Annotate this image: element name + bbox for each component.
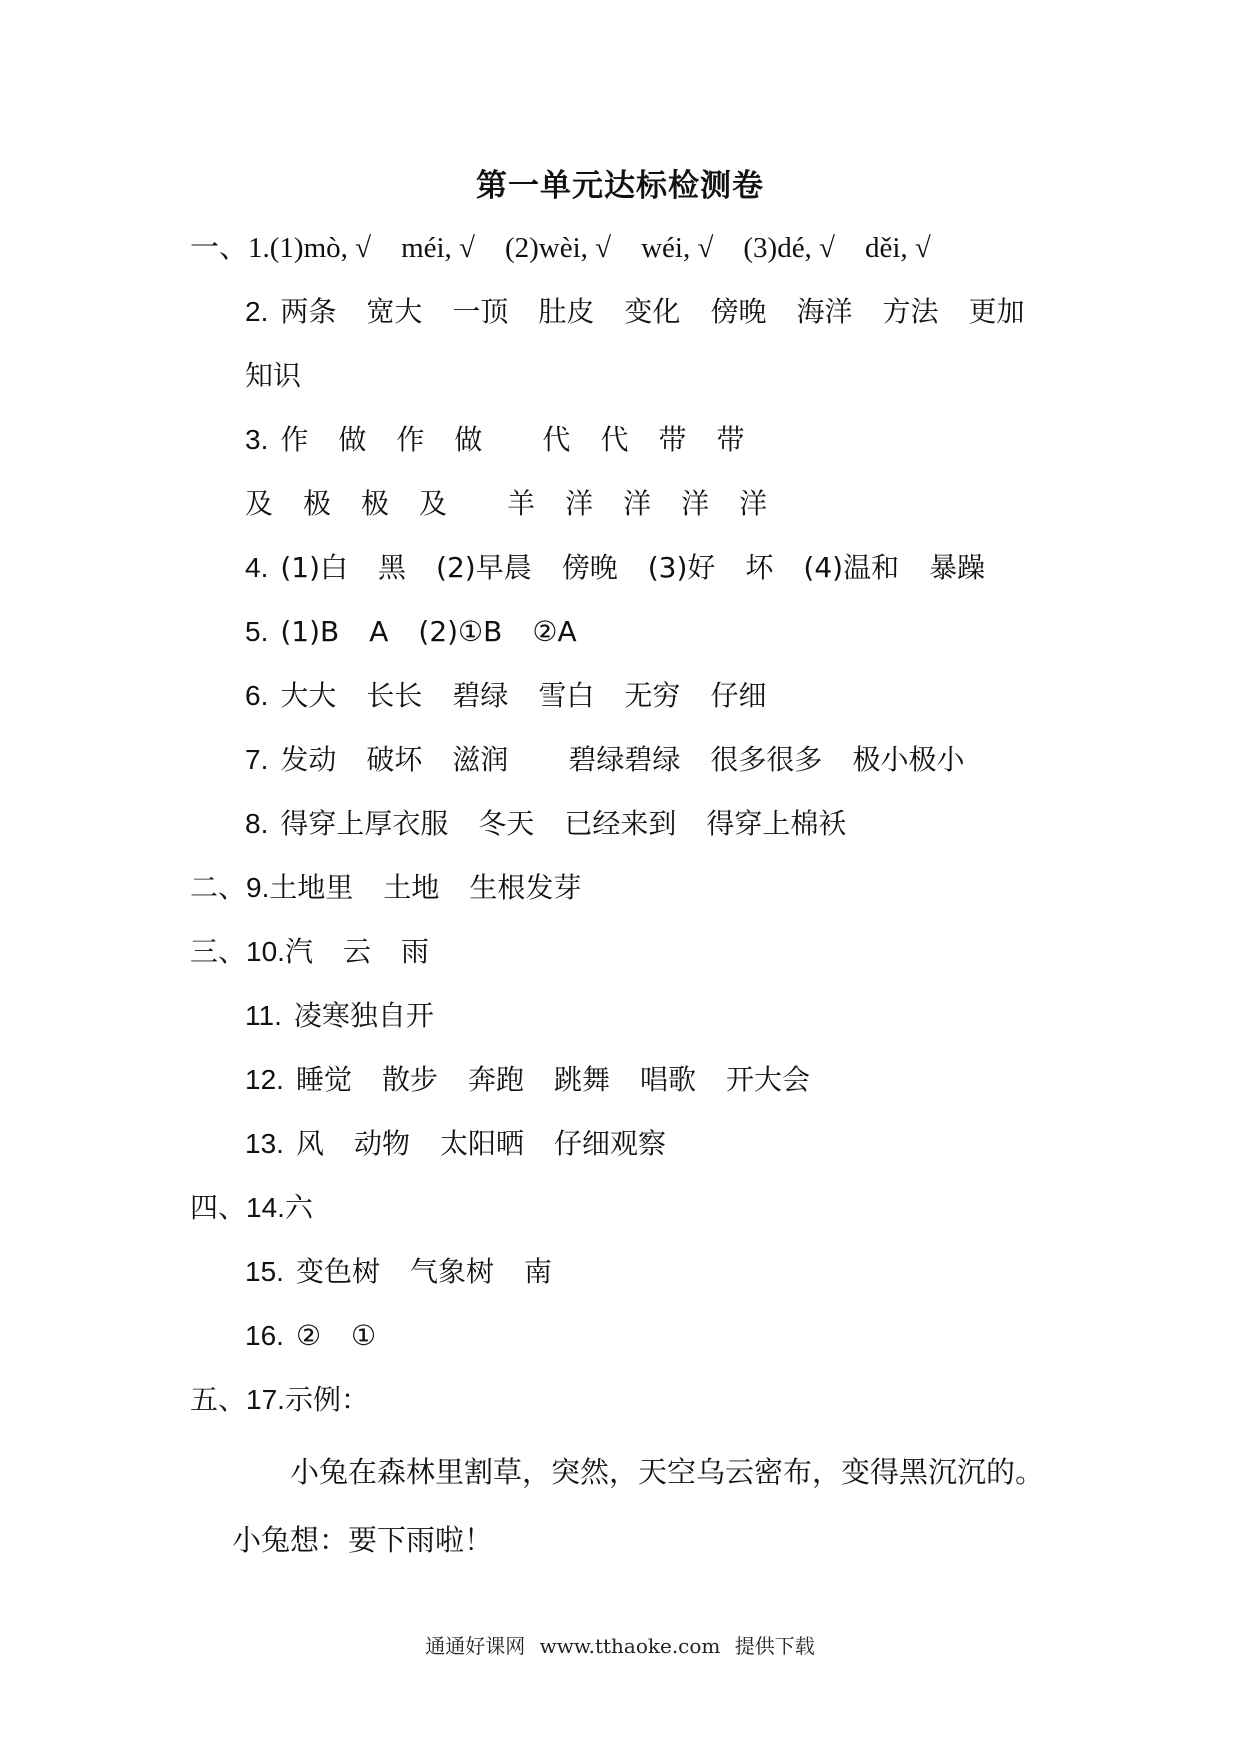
answer-line-21	[232, 1520, 493, 1560]
answer-token: 散步	[381, 1063, 438, 1096]
answer-token: (3)好	[647, 551, 716, 584]
answer-token: ②A	[532, 615, 577, 648]
answer-token: (1)白	[280, 551, 349, 584]
answer-token: 奔跑	[467, 1063, 524, 1096]
answer-token: (2)wèi, √	[504, 232, 612, 264]
answer-token: 太阳晒	[439, 1127, 524, 1160]
answer-line-13	[245, 996, 434, 1036]
line-prefix: 四、14.	[190, 1192, 285, 1223]
answer-token: 冬天	[478, 807, 535, 840]
page-footer	[0, 1630, 1240, 1659]
answer-token: 黑	[378, 551, 407, 584]
answer-token: A	[369, 615, 389, 648]
line-prefix: 6.	[245, 680, 269, 711]
answer-token: 仔细	[710, 679, 767, 712]
answer-token: 代	[542, 423, 571, 456]
answer-token: 带	[658, 423, 687, 456]
answer-token: 跳舞	[553, 1063, 610, 1096]
line-prefix: 12.	[245, 1064, 284, 1095]
answer-token: 凌寒独自开	[293, 999, 434, 1032]
answer-token: 知识	[245, 359, 302, 392]
answer-token: 坏	[745, 551, 774, 584]
answer-token: 代	[600, 423, 629, 456]
answer-line-19	[190, 1380, 369, 1420]
answer-line-16	[190, 1188, 313, 1228]
answer-token: 带	[716, 423, 745, 456]
answer-line-2	[245, 292, 1025, 332]
answer-token: (1)B	[280, 615, 340, 648]
answer-token: 南	[523, 1255, 552, 1288]
answer-token: 方法	[882, 295, 939, 328]
answer-line-20	[290, 1452, 1044, 1492]
answer-token: 汽	[284, 935, 313, 968]
answer-token: 更加	[968, 295, 1025, 328]
answer-line-3	[245, 356, 301, 396]
answer-token: (4)温和	[803, 551, 900, 584]
line-prefix: 一、1.	[190, 232, 270, 264]
answer-token: 傍晚	[561, 551, 618, 584]
answer-token: (2)早晨	[436, 551, 532, 584]
answer-token: 无穷	[624, 679, 681, 712]
line-prefix: 2.	[245, 296, 269, 327]
line-prefix: 三、10.	[190, 936, 285, 967]
answer-token: 得穿上厚衣服	[280, 807, 449, 840]
answer-token: 洋	[739, 487, 768, 520]
answer-token: 大大	[280, 679, 337, 712]
line-prefix: 二、9.	[190, 872, 270, 903]
answer-token: 风	[295, 1127, 324, 1160]
answer-token: 做	[454, 423, 483, 456]
answer-token: 睡觉	[295, 1063, 352, 1096]
answer-token: 变化	[624, 295, 681, 328]
answer-token: ②	[295, 1319, 322, 1352]
answer-token: méi, √	[401, 232, 475, 264]
line-prefix: 16.	[245, 1320, 284, 1351]
answer-token: 做	[338, 423, 367, 456]
answer-token: 滋润	[452, 743, 509, 776]
answer-token: ①	[351, 1319, 377, 1352]
answer-token: 动物	[353, 1127, 410, 1160]
answer-token: 宽大	[366, 295, 423, 328]
answer-token: 雨	[400, 935, 429, 968]
answer-token: 极	[361, 487, 390, 520]
answer-line-5	[245, 484, 767, 524]
line-prefix: 4.	[245, 552, 269, 583]
answer-token: 气象树	[409, 1255, 494, 1288]
answer-token: 暴躁	[929, 551, 986, 584]
answer-token: 云	[342, 935, 371, 968]
answer-token: 开大会	[726, 1063, 811, 1096]
line-prefix: 7.	[245, 744, 269, 775]
answer-line-12	[190, 932, 429, 972]
answer-token: 及	[419, 487, 448, 520]
answer-token: 示例：	[284, 1383, 369, 1416]
answer-token: 洋	[623, 487, 652, 520]
answer-token: 发动	[280, 743, 337, 776]
answer-line-8	[245, 676, 766, 716]
answer-token: 作	[396, 423, 425, 456]
answer-token: 洋	[681, 487, 710, 520]
answer-token: (2)①B	[418, 615, 503, 648]
answer-token: 极	[303, 487, 332, 520]
answer-token: 傍晚	[710, 295, 767, 328]
answer-token: 小兔在森林里割草，突然，天空乌云密布，变得黑沉沉的。	[290, 1455, 1045, 1489]
answer-token: (1)mò, √	[269, 232, 372, 264]
answer-line-6	[245, 548, 985, 588]
answer-line-15	[245, 1124, 666, 1164]
answer-token: 长长	[366, 679, 423, 712]
line-prefix: 五、17.	[190, 1384, 285, 1415]
answer-token: 肚皮	[538, 295, 595, 328]
answer-line-14	[245, 1060, 810, 1100]
answer-token: 碧绿碧绿	[568, 743, 681, 776]
answer-token: 仔细观察	[553, 1127, 666, 1160]
line-prefix: 8.	[245, 808, 269, 839]
answer-line-17	[245, 1252, 552, 1292]
answer-line-7	[245, 612, 577, 652]
answer-line-4	[245, 420, 744, 460]
answer-token: 羊	[507, 487, 536, 520]
line-prefix: 3.	[245, 424, 269, 455]
answer-token: 变色树	[295, 1255, 380, 1288]
footer-site: 通通好课网	[425, 1634, 526, 1658]
answer-token: 得穿上棉袄	[706, 807, 847, 840]
page-title: 第一单元达标检测卷	[476, 168, 764, 204]
answer-token: děi, √	[864, 232, 931, 264]
answer-token: 小兔想：要下雨啦！	[232, 1523, 494, 1557]
answer-line-10	[245, 804, 846, 844]
answer-line-18	[245, 1316, 376, 1356]
footer-action: 提供下载	[734, 1634, 815, 1658]
answer-token: 海洋	[796, 295, 853, 328]
line-prefix: 13.	[245, 1128, 284, 1159]
answer-token: 土地	[383, 871, 440, 904]
answer-line-9	[245, 740, 964, 780]
answer-token: 破坏	[366, 743, 423, 776]
line-prefix: 11.	[245, 1000, 282, 1031]
answer-token: 已经来到	[564, 807, 677, 840]
answer-line-1	[190, 228, 931, 268]
answer-token: (3)dé, √	[743, 232, 835, 264]
answer-token: wéi, √	[641, 232, 714, 264]
answer-token: 一顶	[452, 295, 509, 328]
answer-token: 作	[280, 423, 309, 456]
answer-token: 生根发芽	[469, 871, 582, 904]
answer-token: 极小极小	[852, 743, 965, 776]
answer-token: 唱歌	[640, 1063, 697, 1096]
line-prefix: 5.	[245, 616, 269, 647]
line-prefix: 15.	[245, 1256, 284, 1287]
answer-token: 土地里	[269, 871, 354, 904]
answer-token: 碧绿	[452, 679, 509, 712]
answer-token: 洋	[565, 487, 594, 520]
answer-token: 及	[245, 487, 274, 520]
answer-token: 很多很多	[710, 743, 823, 776]
answer-token: 六	[284, 1191, 313, 1224]
answer-line-11	[190, 868, 581, 908]
answer-token: 雪白	[538, 679, 595, 712]
footer-url[interactable]: www.tthaoke.com	[539, 1634, 721, 1658]
answer-token: 两条	[280, 295, 337, 328]
